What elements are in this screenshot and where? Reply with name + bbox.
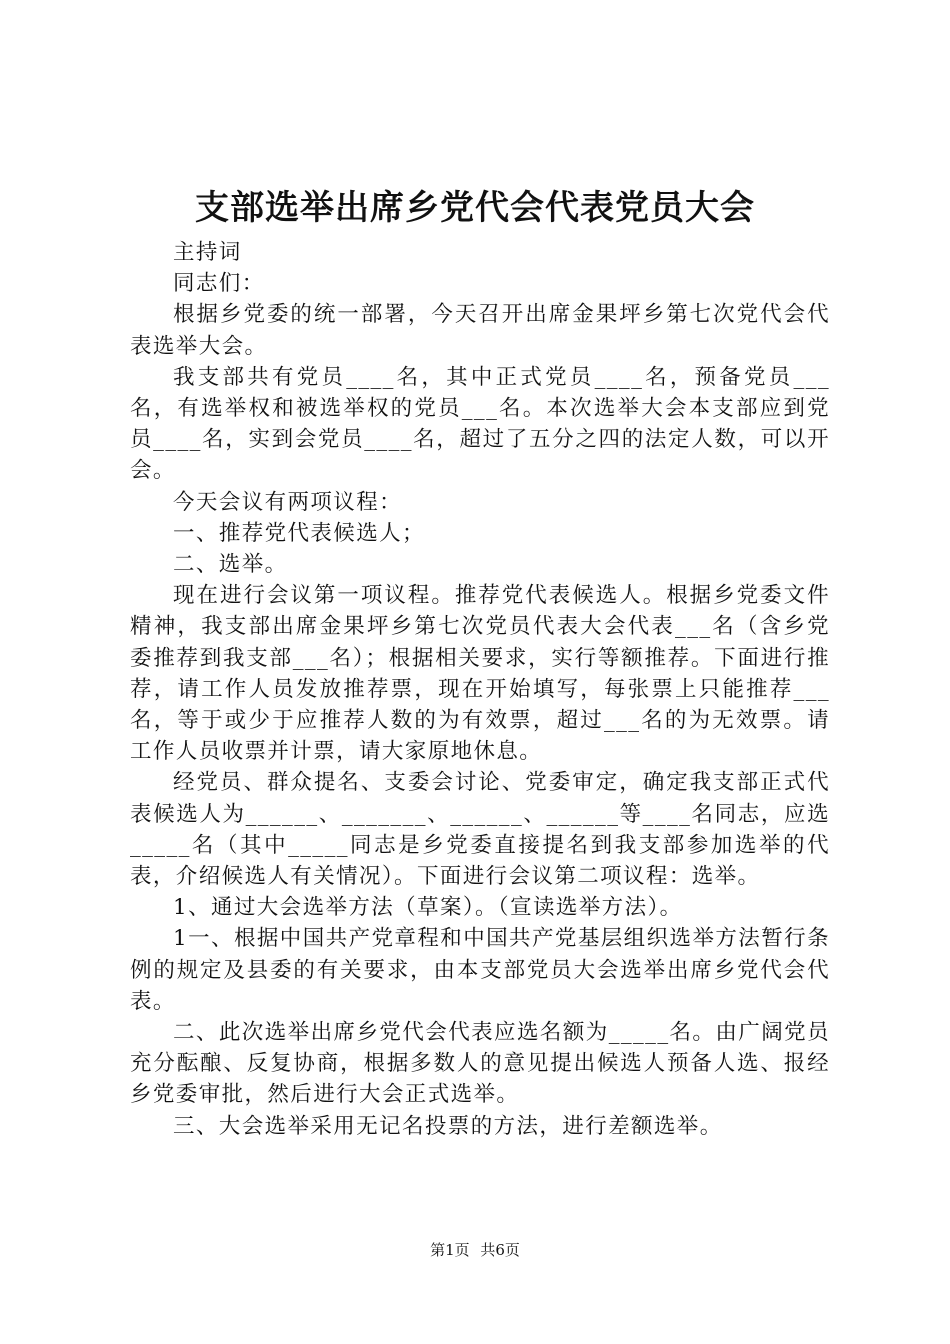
paragraph: 1一、根据中国共产党章程和中国共产党基层组织选举方法暂行条例的规定及县委的有关要求，由本支部党员大会选举出席乡党代会代表。 <box>130 926 830 1014</box>
paragraph: 主持词 <box>173 240 242 265</box>
page-footer <box>0 1240 950 1260</box>
paragraph: 根据乡党委的统一部署，今天召开出席金果坪乡第七次党代会代表选举大会。 <box>130 302 830 359</box>
page-total: 共6页 <box>480 1241 520 1259</box>
document-body <box>130 237 830 1142</box>
page-number: 第1页 <box>430 1241 470 1259</box>
paragraph: 同志们： <box>173 271 265 297</box>
paragraph: 三、大会选举采用无记名投票的方法，进行差额选举。 <box>173 1113 723 1139</box>
paragraph: 我支部共有党员____名，其中正式党员____名，预备党员___名，有选举权和被选举权的党员___名。本次选举大会本支部应到党员____名，实到会党员____名，超过了五分之四的法定人数，可以开会。 <box>130 364 830 484</box>
paragraph: 今天会议有两项议程： <box>173 489 403 515</box>
document-title: 支部选举出席乡党代会代表党员大会 <box>195 188 755 228</box>
paragraph: 二、此次选举出席乡党代会代表应选名额为_____名。由广阔党员充分酝酿、反复协商，根据多数人的意见提出候选人预备人选、报经乡党委审批，然后进行大会正式选举。 <box>130 1020 830 1108</box>
paragraph: 1、通过大会选举方法（草案）。（宣读选举方法）。 <box>173 895 683 921</box>
paragraph: 现在进行会议第一项议程。推荐党代表候选人。根据乡党委文件精神，我支部出席金果坪乡第七次党员代表大会代表___名（含乡党委推荐到我支部___名）；根据相关要求，实行等额推荐。下面进行推荐，请工作人员发放推荐票，现在开始填写，每张票上只能推荐___名，等于或少于应推荐人数的为有效票，超过___名的为无效票。请工作人员收票并计票，请大家原地休息。 <box>130 583 830 765</box>
paragraph: 二、选举。 <box>173 552 288 578</box>
paragraph: 一、推荐党代表候选人； <box>173 520 425 546</box>
paragraph: 经党员、群众提名、支委会讨论、党委审定，确定我支部正式代表候选人为______、_______、______、______等____名同志，应选_____名（其中_____同志是乡党委直接提名到我支部参加选举的代表，介绍候选人有关情况）。下面进行会议第二项议程：选举。 <box>130 770 830 890</box>
